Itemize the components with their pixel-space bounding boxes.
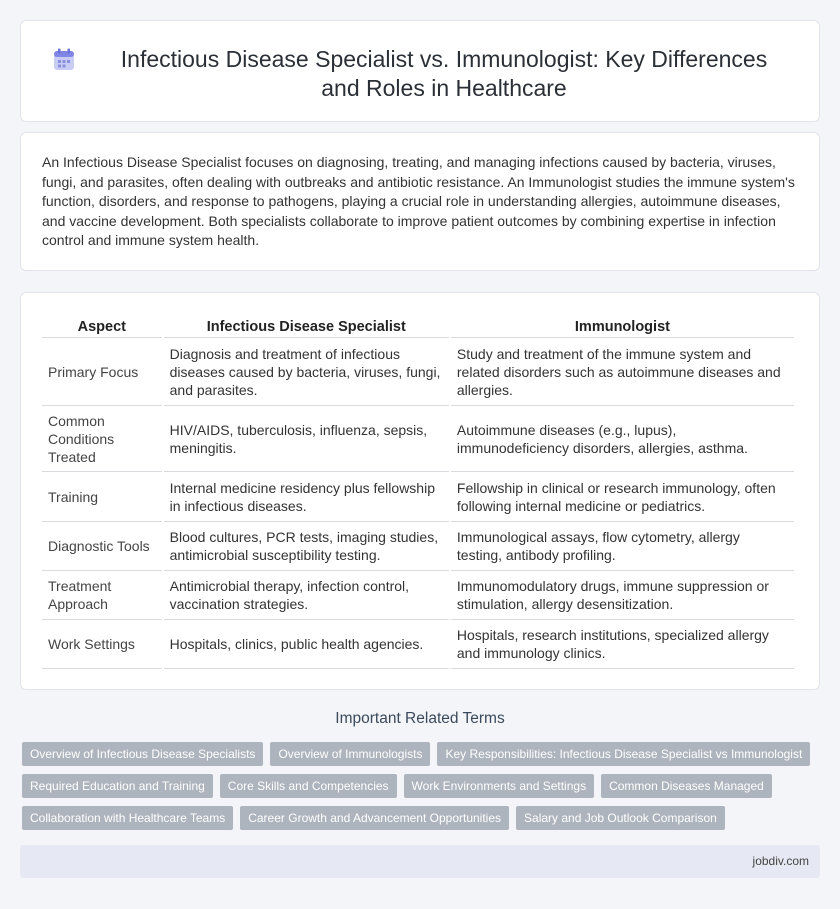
intro-paragraph: An Infectious Disease Specialist focuses on diagnosing, treating, and managing infections caused by bacteria, viruses, fungi, and parasites, often dealing with outbreaks and antibiotic resistance. An Immunologist studies the immune system's function, disorders, and response to pathogens, playing a crucial role in understanding allergies, autoimmune diseases, and vaccine development. Both specialists collaborate to improve patient outcomes by combining expertise in infection control and immune system health. (42, 154, 795, 249)
page-title: Infectious Disease Specialist vs. Immunologist: Key Differences and Roles in Healthcare (120, 46, 768, 101)
related-term-chip[interactable]: Core Skills and Competencies (220, 774, 397, 798)
row-infectious: Hospitals, clinics, public health agencies. (164, 620, 449, 669)
row-aspect: Primary Focus (42, 338, 162, 406)
row-aspect: Common Conditions Treated (42, 406, 162, 472)
table-header-row (42, 313, 794, 338)
row-infectious: Diagnosis and treatment of infectious diseases caused by bacteria, viruses, fungi, and parasites. (164, 338, 449, 406)
row-infectious: Blood cultures, PCR tests, imaging studies, antimicrobial susceptibility testing. (164, 522, 449, 571)
related-terms-list (22, 742, 822, 838)
related-term-chip[interactable]: Salary and Job Outlook Comparison (516, 806, 725, 830)
related-term-chip[interactable]: Collaboration with Healthcare Teams (22, 806, 233, 830)
row-aspect: Training (42, 472, 162, 522)
header-infectious-disease-specialist: Infectious Disease Specialist (164, 313, 449, 338)
footer (20, 845, 820, 878)
chip-row (22, 806, 822, 830)
related-term-chip[interactable]: Common Diseases Managed (601, 774, 772, 798)
row-infectious: Antimicrobial therapy, infection control, vaccination strategies. (164, 571, 449, 620)
related-term-chip[interactable]: Career Growth and Advancement Opportunities (240, 806, 509, 830)
row-infectious: Internal medicine residency plus fellowship in infectious diseases. (164, 472, 449, 522)
table-row (42, 472, 794, 522)
footer-site-link[interactable]: jobdiv.com (752, 854, 809, 868)
chip-row (22, 742, 822, 766)
row-immunologist: Hospitals, research institutions, specialized allergy and immunology clinics. (451, 620, 794, 669)
table-row (42, 571, 794, 620)
table-row (42, 406, 794, 472)
related-terms-title: Important Related Terms (335, 710, 505, 727)
table-row (42, 338, 794, 406)
chip-row (22, 774, 822, 798)
row-immunologist: Fellowship in clinical or research immunology, often following internal medicine or pediatrics. (451, 472, 794, 522)
related-term-chip[interactable]: Overview of Immunologists (270, 742, 430, 766)
row-aspect: Treatment Approach (42, 571, 162, 620)
document-icon (51, 47, 77, 73)
related-term-chip[interactable]: Required Education and Training (22, 774, 213, 798)
row-immunologist: Immunomodulatory drugs, immune suppression or stimulation, allergy desensitization. (451, 571, 794, 620)
header-aspect: Aspect (42, 313, 162, 338)
row-immunologist: Study and treatment of the immune system and related disorders such as autoimmune diseases and allergies. (451, 338, 794, 406)
comparison-card (20, 292, 820, 690)
table-row (42, 620, 794, 669)
row-aspect: Diagnostic Tools (42, 522, 162, 571)
row-infectious: HIV/AIDS, tuberculosis, influenza, sepsis, meningitis. (164, 406, 449, 472)
comparison-table (40, 313, 796, 669)
header-immunologist: Immunologist (451, 313, 794, 338)
related-term-chip[interactable]: Work Environments and Settings (404, 774, 595, 798)
row-immunologist: Immunological assays, flow cytometry, allergy testing, antibody profiling. (451, 522, 794, 571)
related-term-chip[interactable]: Overview of Infectious Disease Specialists (22, 742, 263, 766)
header-card (20, 20, 820, 122)
table-row (42, 522, 794, 571)
row-aspect: Work Settings (42, 620, 162, 669)
row-immunologist: Autoimmune diseases (e.g., lupus), immunodeficiency disorders, allergies, asthma. (451, 406, 794, 472)
intro-card (20, 132, 820, 271)
related-term-chip[interactable]: Key Responsibilities: Infectious Disease Specialist vs Immunologist (437, 742, 810, 766)
